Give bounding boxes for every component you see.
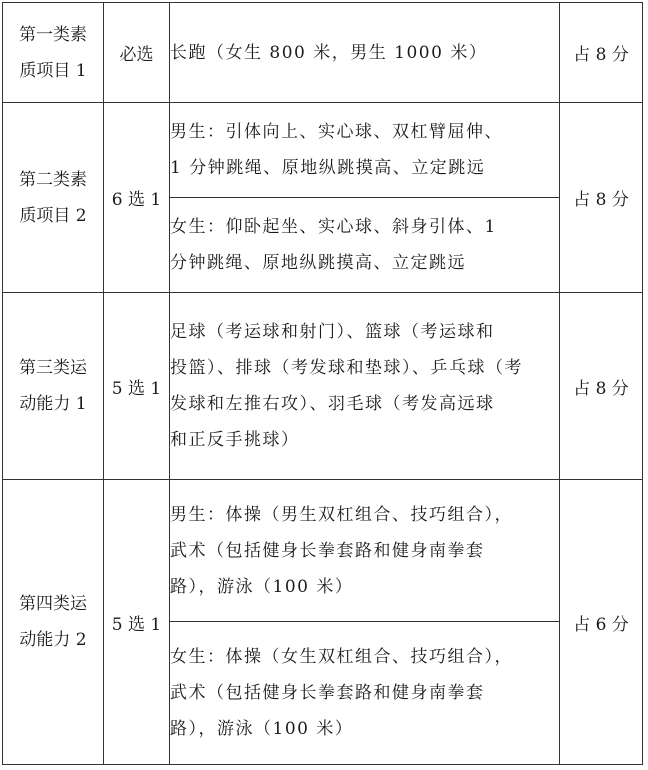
score-cell: 占 8 分 xyxy=(560,103,643,293)
content-line: 投篮）、排球（考发球和垫球）、乒乓球（考 xyxy=(170,358,523,378)
category-line: 动能力 1 xyxy=(19,394,87,414)
content-line: 路），游泳（100 米） xyxy=(170,576,354,597)
table-row xyxy=(3,3,643,103)
category-line: 第二类素 xyxy=(19,169,87,190)
content-line: 女生：仰卧起坐、实心球、斜身引体、1 xyxy=(170,217,497,237)
category-line: 第一类素 xyxy=(19,24,87,45)
content-line: 男生：引体向上、实心球、双杠臂屈伸、 xyxy=(170,122,503,142)
content-line: 发球和左推右攻）、羽毛球（考发高远球 xyxy=(170,394,495,414)
table-row xyxy=(3,480,643,622)
content-line: 1 分钟跳绳、原地纵跳摸高、立定跳远 xyxy=(170,158,486,178)
category-line: 质项目 1 xyxy=(19,60,87,81)
category-line: 第三类运 xyxy=(19,358,87,378)
category-cell xyxy=(3,293,104,480)
category-line: 质项目 2 xyxy=(19,205,87,226)
content-cell xyxy=(170,3,560,103)
selection-cell: 必选 xyxy=(104,3,170,103)
content-cell xyxy=(170,293,560,480)
selection-cell: 6 选 1 xyxy=(104,103,170,293)
category-cell xyxy=(3,3,104,103)
category-cell xyxy=(3,103,104,293)
content-line: 和正反手挑球） xyxy=(170,430,300,450)
content-line: 武术（包括健身长拳套路和健身南拳套 xyxy=(170,540,485,561)
category-line: 动能力 2 xyxy=(19,630,87,650)
content-line: 长跑（女生 800 米，男生 1000 米） xyxy=(170,42,488,63)
score-cell: 占 8 分 xyxy=(560,3,643,103)
category-cell xyxy=(3,480,104,765)
table-row xyxy=(3,103,643,198)
content-line: 女生：体操（女生双杠组合、技巧组合）， xyxy=(170,647,513,667)
exam-items-table xyxy=(2,2,643,765)
content-line: 足球（考运球和射门）、篮球（考运球和 xyxy=(170,322,495,342)
score-cell: 占 6 分 xyxy=(560,480,643,765)
content-line: 分钟跳绳、原地纵跳摸高、立定跳远 xyxy=(170,253,466,273)
selection-cell: 5 选 1 xyxy=(104,293,170,480)
score-cell: 占 8 分 xyxy=(560,293,643,480)
content-cell xyxy=(170,480,560,622)
table-row xyxy=(3,293,643,480)
content-cell xyxy=(170,622,560,765)
content-line: 男生：体操（男生双杠组合、技巧组合）， xyxy=(170,504,513,525)
category-line: 第四类运 xyxy=(19,594,87,614)
selection-cell: 5 选 1 xyxy=(104,480,170,765)
content-line: 路），游泳（100 米） xyxy=(170,719,354,739)
table-body xyxy=(3,3,643,765)
content-cell xyxy=(170,198,560,293)
content-line: 武术（包括健身长拳套路和健身南拳套 xyxy=(170,683,485,703)
content-cell xyxy=(170,103,560,198)
